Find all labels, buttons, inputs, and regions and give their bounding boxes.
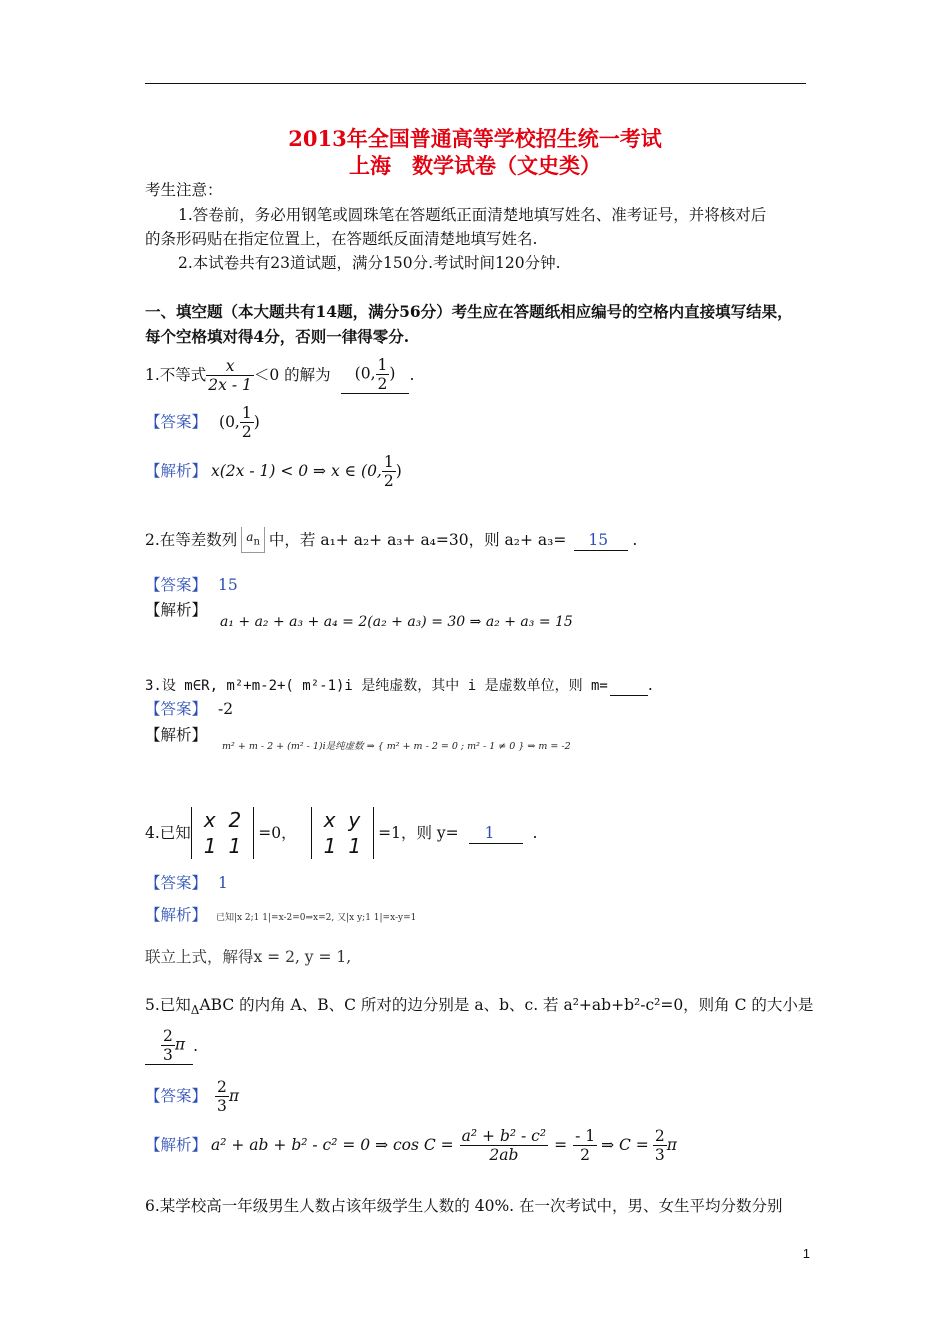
q1-answer-half-num: 1 (241, 403, 252, 422)
q1-frac-den: 2x - 1 (208, 375, 252, 394)
q5-answer-num: 2 (217, 1077, 227, 1096)
q5-analysis-label: 【解析】 (145, 1136, 208, 1154)
notice-heading: 考生注意： (145, 181, 223, 199)
q4-determinant-2 (311, 807, 374, 859)
question-5-line-1 (145, 995, 813, 1020)
q1-blank (341, 356, 410, 394)
q5-analysis-frac (460, 1127, 548, 1164)
q5-analysis-frac3 (653, 1127, 667, 1164)
q2-blank: 15 (574, 530, 628, 551)
exam-subtitle: 上海 数学试卷（文史类） (349, 153, 601, 178)
q2-answer-label: 【答案】 (145, 576, 208, 594)
q1-answer: (0, (219, 413, 240, 431)
q5-blank-frac (161, 1027, 175, 1064)
q5-answer-label: 【答案】 (145, 1087, 208, 1105)
q1-middle: ＜0 的解为 (253, 366, 331, 384)
q4-analysis-label: 【解析】 (145, 906, 208, 924)
q3-answer-row (145, 699, 233, 719)
q1-blank-half (376, 356, 390, 393)
q4-conclusion: 联立上式，解得x = 2, y = 1, (145, 948, 352, 966)
q2-prefix: 2.在等差数列 (145, 531, 238, 550)
notice-item-1-line-1: 1.答卷前，务必用钢笔或圆珠笔在答题纸正面清楚地填写姓名、准考证号，并将核对后 (178, 206, 767, 224)
q5-analysis-row (145, 1122, 677, 1168)
q3-answer: -2 (217, 700, 234, 718)
q3-end: . (647, 676, 653, 694)
q5-blank-num: 2 (163, 1027, 173, 1045)
q5-answer-frac (215, 1078, 229, 1115)
q5-analysis-pi: π (666, 1136, 677, 1154)
q1-fraction (206, 357, 254, 394)
question-5-line-2 (145, 1024, 198, 1068)
q5-analysis-frac2 (573, 1127, 597, 1164)
q2-analysis: a₁ + a₂ + a₃ + a₄ = 2(a₂ + a₃) = 30 ⇒ a₂ + a₃ = 15 (220, 614, 573, 630)
q1-prefix: 1.不等式 (145, 366, 207, 384)
q5-line1b: ABC 的内角 A、B、C 所对的边分别是 a、b、c. 若 a²+ab+b²-c²=0，则角 C 的大小是 (199, 996, 814, 1014)
q5-answer-pi: π (228, 1087, 240, 1105)
header-rule (145, 83, 806, 84)
q5-answer-row (145, 1074, 239, 1118)
q3-answer-label: 【答案】 (145, 700, 208, 718)
q2-sequence (241, 527, 265, 553)
q5-analysis-eq: = (554, 1136, 568, 1154)
q4-analysis: 已知|x 2;1 1|=x-2=0⇒x=2, 又|x y;1 1|=x-y=1 (215, 913, 417, 923)
q2-answer: 15 (217, 576, 238, 594)
q5-blank-pi: π (174, 1035, 186, 1054)
q4-determinant-1 (191, 807, 254, 859)
q1-blank-text: (0, (354, 364, 376, 383)
page-number: 1 (802, 1246, 810, 1261)
notice-item-2: 2.本试卷共有23道试题，满分150分.考试时间120分钟. (178, 254, 561, 272)
q4-d2-d: 1 (348, 834, 362, 858)
q1-analysis-label: 【解析】 (145, 462, 208, 480)
q5-blank (145, 1027, 193, 1065)
triangle-icon: Δ (190, 1003, 200, 1017)
q4-eq0: =0， (258, 824, 297, 842)
q2-analysis-label: 【解析】 (145, 601, 208, 619)
exam-title: 2013年全国普通高等学校招生统一考试 (288, 126, 662, 151)
q5-analysis-den: 2ab (460, 1145, 548, 1164)
q5-analysis-num: a² + b² - c² (461, 1126, 547, 1145)
q4-d1-a: x (203, 808, 216, 832)
q4-d1-c: 1 (203, 834, 217, 858)
q4-analysis-row (145, 905, 416, 928)
q4-d2-c: 1 (323, 834, 337, 858)
q1-analysis-close: ) (395, 462, 402, 480)
q5-analysis-imp: ⇒ C = (601, 1136, 649, 1154)
q5-blank-den: 3 (163, 1046, 173, 1064)
q4-blank: 1 (469, 823, 523, 844)
q1-analysis-half-num: 1 (383, 452, 394, 471)
q2-middle: 中，若 a₁+ a₂+ a₃+ a₄=30，则 a₂+ a₃= (268, 531, 567, 550)
q3-analysis: m² + m - 2 + (m² - 1)i是纯虚数 ⇒ { m² + m - 2 = 0 ; m² - 1 ≠ 0 } ⇒ m = -2 (222, 741, 571, 752)
q1-end: . (409, 366, 415, 384)
q5-analysis-den3: 3 (654, 1145, 665, 1164)
section-heading-line-1: 一、填空题（本大题共有14题，满分56分）考生应在答题纸相应编号的空格内直接填写结果， (145, 302, 793, 321)
q4-eq1: =1，则 y= (378, 824, 459, 842)
q5-line1: 5.已知 (145, 996, 191, 1014)
q5-analysis-num2: - 1 (575, 1126, 596, 1145)
q1-half-den: 2 (377, 375, 388, 393)
notice-item-1-line-2: 的条形码贴在指定位置上，在答题纸反面清楚地填写姓名. (145, 230, 538, 248)
q4-prefix: 4.已知 (145, 824, 191, 842)
q5-answer-den: 3 (217, 1096, 227, 1115)
q5-analysis-a: a² + ab + b² - c² = 0 ⇒ cos C = (211, 1136, 454, 1154)
q1-frac-num: x (225, 356, 235, 375)
q4-d2-a: x (323, 808, 336, 832)
q2-seq-a: a (246, 530, 254, 544)
q1-half-num: 1 (377, 356, 388, 374)
q5-analysis-num3: 2 (654, 1126, 665, 1145)
q1-analysis: x(2x - 1) < 0 ⇒ x ∈ (0, (211, 462, 382, 480)
q1-answer-half-den: 2 (241, 422, 252, 441)
q1-answer-label: 【答案】 (145, 413, 208, 431)
section-heading-line-2: 每个空格填对得4分，否则一律得零分. (145, 327, 410, 346)
question-1 (145, 353, 414, 397)
q4-d2-b: y (348, 808, 361, 832)
q4-answer: 1 (217, 874, 228, 892)
q4-answer-label: 【答案】 (145, 874, 208, 892)
q3-analysis-label: 【解析】 (145, 726, 208, 744)
q5-analysis-den2: 2 (573, 1145, 597, 1164)
q2-seq-sub: n (253, 536, 260, 548)
q1-analysis-row (145, 449, 402, 493)
q4-answer-row (145, 873, 228, 893)
question-6: 6.某学校高一年级男生人数占该年级学生人数的 40%. 在一次考试中，男、女生平均分数分别 (145, 1197, 783, 1215)
q1-analysis-half-den: 2 (383, 471, 394, 490)
q4-end: . (532, 824, 538, 842)
q1-answer-close: ) (253, 413, 260, 431)
q2-end: . (632, 531, 638, 550)
q1-answer-half (240, 404, 254, 441)
q1-answer-row (145, 400, 260, 444)
question-3 (145, 675, 653, 696)
q2-answer-row (145, 575, 238, 595)
q1-analysis-half (382, 453, 396, 490)
question-2 (145, 527, 637, 553)
q3-blank (610, 675, 648, 696)
q4-d1-b: 2 (228, 808, 242, 832)
q4-d1-d: 1 (228, 834, 242, 858)
question-4 (145, 804, 537, 862)
q1-blank-close: ) (389, 364, 396, 383)
q3-text: 3.设 m∈R, m²+m-2+( m²-1)i 是纯虚数，其中 i 是虚数单位，则 m= (145, 678, 608, 694)
q5-end: . (193, 1037, 198, 1055)
